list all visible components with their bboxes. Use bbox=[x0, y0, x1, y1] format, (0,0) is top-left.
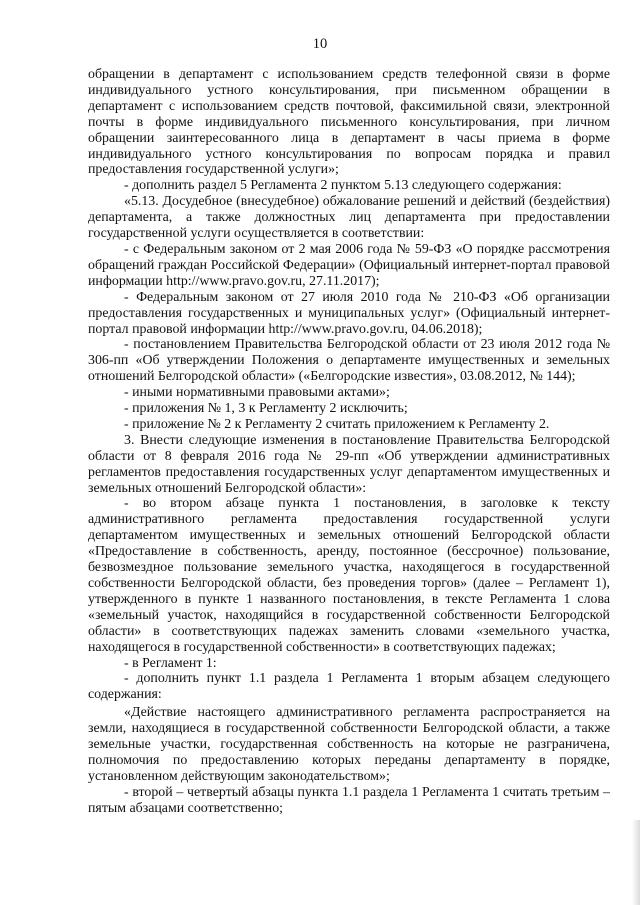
paragraph-7: - иными нормативными правовыми актами»; bbox=[124, 385, 390, 401]
paragraph-10: 3. Внести следующие изменения в постановление Правительства Белгородской области от 8 февраля 2016 года № 29-пп «Об утверждении административных регламентов предоставления государственных услуг департаментом имущественных и земельных отношений Белгородской области»: bbox=[88, 432, 610, 496]
paragraph-4: - с Федеральным законом от 2 мая 2006 года № 59-ФЗ «О порядке рассмотрения обращений граждан Российской Федерации» (Официальный интернет-портал правовой информации http://www.pravo.gov.ru, 27.11.2017); bbox=[88, 241, 610, 289]
paragraph-15: - второй – четвертый абзацы пункта 1.1 раздела 1 Регламента 1 считать третьим – пятым абзацами соответственно; bbox=[88, 784, 610, 816]
paragraph-2: - дополнить раздел 5 Регламента 2 пунктом 5.13 следующего содержания: bbox=[124, 178, 562, 194]
page-number: 10 bbox=[312, 36, 328, 52]
paragraph-14: «Действие настоящего административного регламента распространяется на земли, находящиеся в государственной собственности Белгородской области, а также земельные участки, государственная собственность на которые не разграничена, полномочия по предоставлению которых переданы департаменту в порядке, установленном действующим законодательством»; bbox=[88, 705, 610, 784]
paragraph-11: - во втором абзаце пункта 1 постановления, в заголовке к тексту административного регламента предоставления государственной услуги департаментом имущественных и земельных отношений Белгородской области «Предоставление в собственность, аренду, постоянное (бессрочное) пользование, безвозмездное пользование земельного участка, находящегося в государственной собственности Белгородской области, без проведения торгов» (далее – Регламент 1), утвержденного в пункте 1 названного постановления, в тексте Регламента 1 слова «земельный участок, находящийся в государственной собственности Белгородской области» в соответствующих падежах заменить словами «земельного участка, находящегося в государственной собственности» в соответствующих падежах; bbox=[88, 496, 610, 655]
paragraph-8: - приложения № 1, 3 к Регламенту 2 исключить; bbox=[124, 401, 408, 417]
paragraph-9: - приложение № 2 к Регламенту 2 считать приложением к Регламенту 2. bbox=[124, 416, 550, 432]
document-body bbox=[88, 67, 610, 817]
paragraph-3: «5.13. Досудебное (внесудебное) обжалование решений и действий (бездействия) департамента, а также должностных лиц департамента при предоставлении государственной услуги осуществляется в соответствии: bbox=[88, 194, 610, 242]
paragraph-1: обращении в департамент с использованием средств телефонной связи в форме индивидуального устного консультирования, при письменном обращении в департамент с использованием средств почтовой, факсимильной связи, электронной почты в форме индивидуального письменного консультирования, при личном обращении заинтересованного лица в департамент в часы приема в форме индивидуального устного консультирования по вопросам порядка и правил предоставления государственной услуги»; bbox=[88, 67, 610, 178]
paragraph-5: - Федеральным законом от 27 июля 2010 года № 210-ФЗ «Об организации предоставления государственных и муниципальных услуг» (Официальный интернет-портал правовой информации http://www.pravo.gov.ru, 04.06.2018); bbox=[88, 289, 610, 337]
paragraph-13: - дополнить пункт 1.1 раздела 1 Регламента 1 вторым абзацем следующего содержания: bbox=[88, 671, 610, 703]
paragraph-6: - постановлением Правительства Белгородской области от 23 июля 2012 года № 306-пп «Об утверждении Положения о департаменте имущественных и земельных отношений Белгородской области» («Белгородские известия», 03.08.2012, № 144); bbox=[88, 337, 610, 385]
scan-edge-shadow bbox=[632, 820, 640, 905]
paragraph-12: - в Регламент 1: bbox=[124, 655, 217, 671]
